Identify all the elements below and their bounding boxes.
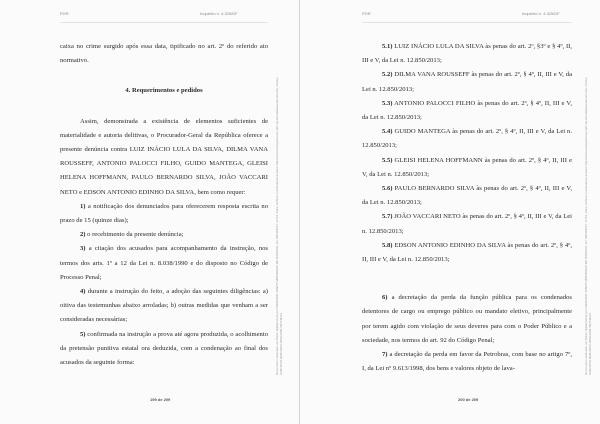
- penalty-item-number: 5.5): [382, 156, 393, 164]
- penalty-item-text: DILMA VANA ROUSSEFF às penas do art. 2º, § 4º, II, III e V, da Lei n. 12.850/2013;: [362, 71, 572, 93]
- header-divider: [60, 22, 268, 23]
- signature-stamp: Documento assinado via Token digitalmente por RODRIGO JANOT MONTEIRO DE BARROS, em 05/09/2017 17:23. Para verificar a assinatura acesse http://www.transparencia.mpf.mp.br/validacaodocumento. Chave 0A6C1B79.6E8F2D34.1B0E4A52.3D7F9C21: [584, 77, 593, 375]
- penalty-item-text: PAULO BERNARDO SILVA às penas do art. 2º, § 4º, II, III e V, da Lei n. 12.850/2013;: [362, 185, 572, 207]
- request-item-number: 2): [80, 231, 86, 239]
- penalty-item-number: 5.7): [382, 213, 393, 221]
- intro-paragraph: Assim, demonstrada a existência de elementos suficientes de materialidade e autoria delitivas, o Procurador-Geral da República oferece a presente denúncia contra LUIZ INÁCIO LULA DA SILVA, DILMA VANA ROUSSEFF, ANTONIO PALOCCI FILHO, GUIDO MANTEGA, GLEISI HELENA HOFFMANN, PAULO BERNARDO SILVA, JOÃO VACCARI NETO e EDSON ANTONIO EDINHO DA SILVA, bem como requer:: [60, 117, 268, 196]
- request-item-number: 7): [382, 351, 388, 359]
- penalty-item-number: 5.4): [382, 128, 393, 136]
- signature-stamp: Documento assinado via Token digitalmente por RODRIGO JANOT MONTEIRO DE BARROS, em 05/09/2017 17:23. Para verificar a assinatura acesse http://www.transparencia.mpf.mp.br/validacaodocumento. Chave 0A6C1B79.6E8F2D34.1B0E4A52.3D7F9C21: [275, 77, 284, 375]
- request-item-number: 6): [382, 294, 388, 302]
- header-left: PGR: [362, 11, 371, 16]
- request-item-number: 3): [80, 245, 86, 253]
- left-body-text: [60, 40, 268, 370]
- penalty-item: [362, 210, 572, 238]
- header-left: PGR: [60, 11, 69, 16]
- request-list: [60, 200, 268, 370]
- penalty-item-text: GLEISI HELENA HOFFMANN às penas do art. 2º, § 4º, II, III e V, da Lei n. 12.850/2013;: [362, 156, 572, 178]
- request-item-text: durante a instrução do feito, a adoção das seguintes diligências: a) oitiva das testemunhas abaixo arroladas; b) outras medidas que venham a ser consideradas necessárias;: [60, 288, 268, 324]
- request-item: [362, 291, 572, 348]
- request-item-number: 1): [80, 202, 86, 210]
- request-item-text: o recebimento da presente denúncia;: [87, 231, 184, 239]
- request-item: [60, 200, 268, 228]
- penalty-item-number: 5.6): [382, 185, 393, 193]
- header-right: Inquérito n. 4.325/DF: [200, 11, 238, 16]
- penalty-item: [362, 40, 572, 68]
- request-item: [60, 242, 268, 285]
- penalty-item-text: JOÃO VACCARI NETO às penas do art. 2º, § 4º, II, III e V, da Lei n. 12.850/2013;: [362, 213, 572, 235]
- section-heading: 4. Requerimentos e pedidos: [125, 87, 203, 95]
- header-divider: [362, 22, 572, 23]
- continuation-paragraph: caixa no crime surgido após essa data, tipificado no art. 2º do referido ato normativo.: [60, 43, 268, 65]
- request-item-text: a citação dos acusados para acompanhamento da instrução, nos termos dos arts. 1º a 12 da Lei n. 8.038/1990 e do disposto no Código de Processo Penal;: [60, 245, 268, 281]
- request-item: [60, 328, 268, 371]
- request-item: [362, 348, 572, 376]
- penalty-item: [362, 68, 572, 96]
- penalty-item-text: GUIDO MANTEGA às penas do art. 2º, § 4º, II, III e V, da Lei n. 12.850/2013;: [362, 128, 573, 150]
- penalty-item: [362, 125, 572, 153]
- penalty-item-text: EDSON ANTONIO EDINHO DA SILVA às penas do art. 2º, § 4º, II, III e V, da Lei n. 12.850/2013;: [362, 241, 572, 264]
- request-item-text: a decretação da perda em favor da Petrobras, com base no artigo 7º, I, da Lei nº 9.613/1998, dos bens e valores objeto de lava-: [362, 351, 572, 373]
- penalty-item-text: LUIZ INÁCIO LULA DA SILVA às penas do art. 2º, §3º e § 4º, II, III e V, da Lei n. 12.850/2013;: [362, 43, 572, 65]
- penalty-item: [362, 182, 572, 210]
- right-body-text: [362, 40, 572, 376]
- request-item-text: confirmada na instrução a prova até agora produzida, o acolhimento da pretensão punitiva estatal ora deduzida, com a condenação ao final dos acusados da seguinte forma:: [60, 330, 268, 367]
- penalty-item: [362, 239, 572, 267]
- request-list-continued: [362, 291, 572, 376]
- penalty-item-text: ANTONIO PALOCCI FILHO às penas do art. 2º, § 4º, II, III e V, da Lei n. 12.850/2013;: [362, 99, 572, 122]
- penalty-item-number: 5.1): [382, 43, 393, 50]
- penalty-list: [362, 40, 572, 267]
- penalty-item: [362, 97, 572, 125]
- request-item-text: a notificação dos denunciados para oferecerem resposta escrita no prazo de 15 (quinze dias);: [60, 202, 268, 225]
- penalty-item-number: 5.2): [382, 71, 393, 79]
- request-item-number: 4): [80, 288, 86, 296]
- penalty-item-number: 5.8): [382, 241, 393, 249]
- penalty-item-number: 5.3): [382, 99, 393, 107]
- page-number: 200 de 209: [458, 397, 479, 402]
- header-right: Inquérito n. 4.325/DF: [522, 11, 560, 16]
- request-item: [60, 285, 268, 328]
- right-page: [300, 0, 600, 424]
- penalty-item: [362, 154, 572, 182]
- request-item-text: a decretação da perda da função pública para os condenados detentores de cargo ou emprego público ou mandato eletivo, principalmente por terem agido com violação de seus deveres para com o Poder Público e a sociedade, nos termos do art. 92 do Código Penal;: [362, 294, 572, 344]
- request-item-number: 5): [80, 330, 86, 338]
- page-number: 199 de 209: [150, 397, 171, 402]
- request-item: [60, 228, 268, 242]
